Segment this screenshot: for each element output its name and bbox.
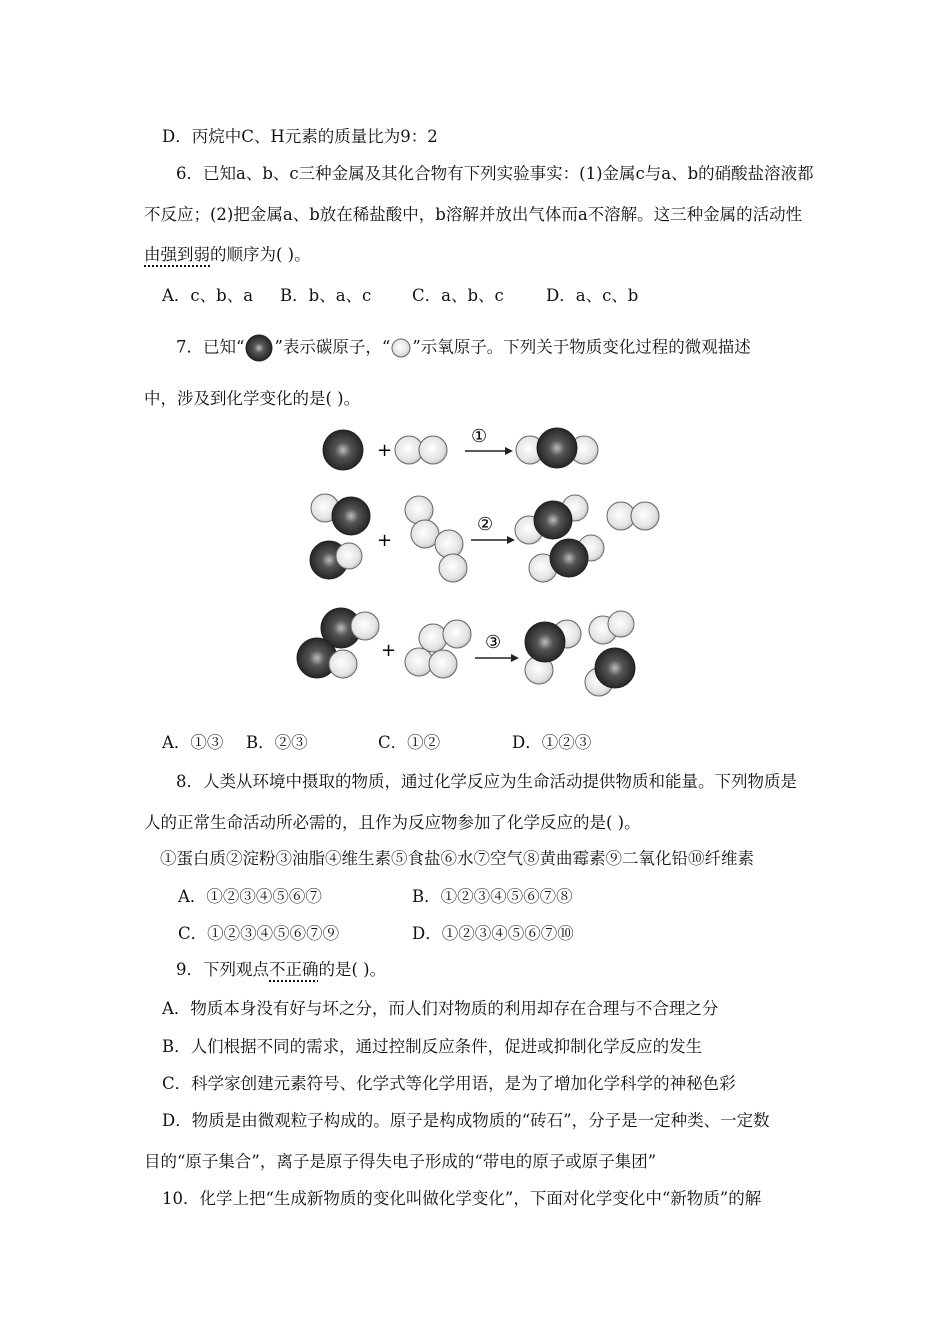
- q9-stem: [176, 959, 386, 981]
- reaction-row-2: [310, 494, 659, 582]
- oxygen-molecule: [405, 496, 439, 548]
- oxygen-molecule: [405, 648, 457, 678]
- carbon-atom: [323, 430, 363, 470]
- oxygen-atom-icon: [390, 337, 412, 359]
- q8-option-b: B．①②③④⑤⑥⑦⑧: [412, 887, 573, 906]
- q7-option-c: C．①②: [378, 733, 441, 752]
- q7-molecule-figure: [285, 420, 665, 710]
- q9-option-a: A．物质本身没有好与坏之分，而人们对物质的利用却存在合理与不合理之分: [162, 999, 719, 1018]
- q6-emphasis-dotted: 由强到弱: [144, 245, 210, 264]
- q6-stem-line2: 不反应；(2)把金属a、b放在稀盐酸中，b溶解并放出气体而a不溶解。这三种金属的活动性: [144, 205, 803, 224]
- q9-option-b: B．人们根据不同的需求，通过控制反应条件，促进或抑制化学反应的发生: [162, 1037, 703, 1056]
- q6-stem-line1: 6．已知a、b、c三种金属及其化合物有下列实验事实：(1)金属c与a、b的硝酸盐溶液都: [176, 164, 814, 183]
- q7-stem-part2: ”表示碳原子，“: [274, 337, 391, 357]
- q8-substance-list: ①蛋白质②淀粉③油脂④维生素⑤食盐⑥水⑦空气⑧黄曲霉素⑨二氧化铅⑩纤维素: [160, 849, 754, 868]
- q8-option-d: D．①②③④⑤⑥⑦⑩: [412, 924, 574, 943]
- arrow-label-2: ②: [477, 514, 494, 535]
- q9-option-d-line1: D．物质是由微观粒子构成的。原子是构成物质的“砖石”，分子是一定种类、一定数: [162, 1111, 770, 1130]
- q7-option-a: A．①③: [162, 733, 224, 752]
- q6-stem-line3-rest: 的顺序为( )。: [210, 245, 311, 264]
- q7-stem-part1: 7．已知“: [176, 337, 245, 357]
- arrow-icon: [471, 536, 515, 544]
- q9-stem-prefix: 9．下列观点: [176, 960, 269, 979]
- plus-sign: +: [377, 440, 393, 461]
- carbon-dioxide-molecule: [585, 611, 635, 696]
- carbon-dioxide-molecule: [525, 620, 581, 684]
- oxygen-molecule: [419, 620, 471, 652]
- arrow-icon: [465, 447, 513, 455]
- arrow-icon: [475, 654, 519, 662]
- q8-option-c: C．①②③④⑤⑥⑦⑨: [178, 924, 340, 943]
- q6-stem-line3: [144, 244, 311, 266]
- carbon-atom-icon: [244, 333, 274, 363]
- q9-option-c: C．科学家创建元素符号、化学式等化学用语，是为了增加化学科学的神秘色彩: [162, 1074, 736, 1093]
- q7-stem-part3: ”示氧原子。下列关于物质变化过程的微观描述: [412, 337, 751, 357]
- carbon-dioxide-molecule: [515, 495, 588, 544]
- q5-option-d: D．丙烷中C、H元素的质量比为9：2: [162, 127, 438, 146]
- carbon-monoxide-molecule: [310, 541, 362, 579]
- q9-option-d-line2: 目的“原子集合”，离子是原子得失电子形成的“带电的原子或原子集团”: [144, 1152, 657, 1171]
- q8-stem-line1: 8．人类从环境中摄取的物质，通过化学反应为生命活动提供物质和能量。下列物质是: [176, 772, 797, 791]
- q9-stem-suffix: 的是( )。: [318, 960, 387, 979]
- q7-stem-line1: [176, 333, 751, 363]
- arrow-label-1: ①: [471, 426, 488, 447]
- oxygen-molecule: [607, 502, 659, 530]
- q10-stem-line1: 10．化学上把“生成新物质的变化叫做化学变化”，下面对化学变化中“新物质”的解: [162, 1189, 762, 1208]
- arrow-label-3: ③: [485, 632, 502, 653]
- q6-option-b: B．b、a、c: [280, 286, 372, 305]
- q6-option-c: C．a、b、c: [412, 286, 504, 305]
- q6-option-d: D．a、c、b: [546, 286, 639, 305]
- q6-option-a: A．c、b、a: [162, 286, 254, 305]
- q7-stem-line2: 中，涉及到化学变化的是( )。: [144, 389, 361, 408]
- q9-emphasis-dotted: 不正确: [269, 960, 319, 979]
- q8-stem-line2: 人的正常生命活动所必需的，且作为反应物参加了化学反应的是( )。: [144, 813, 641, 832]
- q8-option-a: A．①②③④⑤⑥⑦: [178, 887, 322, 906]
- carbon-monoxide-molecule: [311, 494, 370, 535]
- carbon-dioxide-molecule: [516, 428, 598, 468]
- reaction-row-1: [323, 426, 598, 470]
- q7-option-d: D．①②③: [512, 733, 592, 752]
- reaction-row-3: [297, 608, 635, 696]
- plus-sign: +: [377, 530, 393, 551]
- oxygen-molecule: [435, 530, 467, 582]
- oxygen-molecule: [395, 436, 447, 464]
- plus-sign: +: [381, 640, 397, 661]
- carbon-dioxide-molecule: [529, 535, 604, 582]
- q7-option-b: B．②③: [246, 733, 308, 752]
